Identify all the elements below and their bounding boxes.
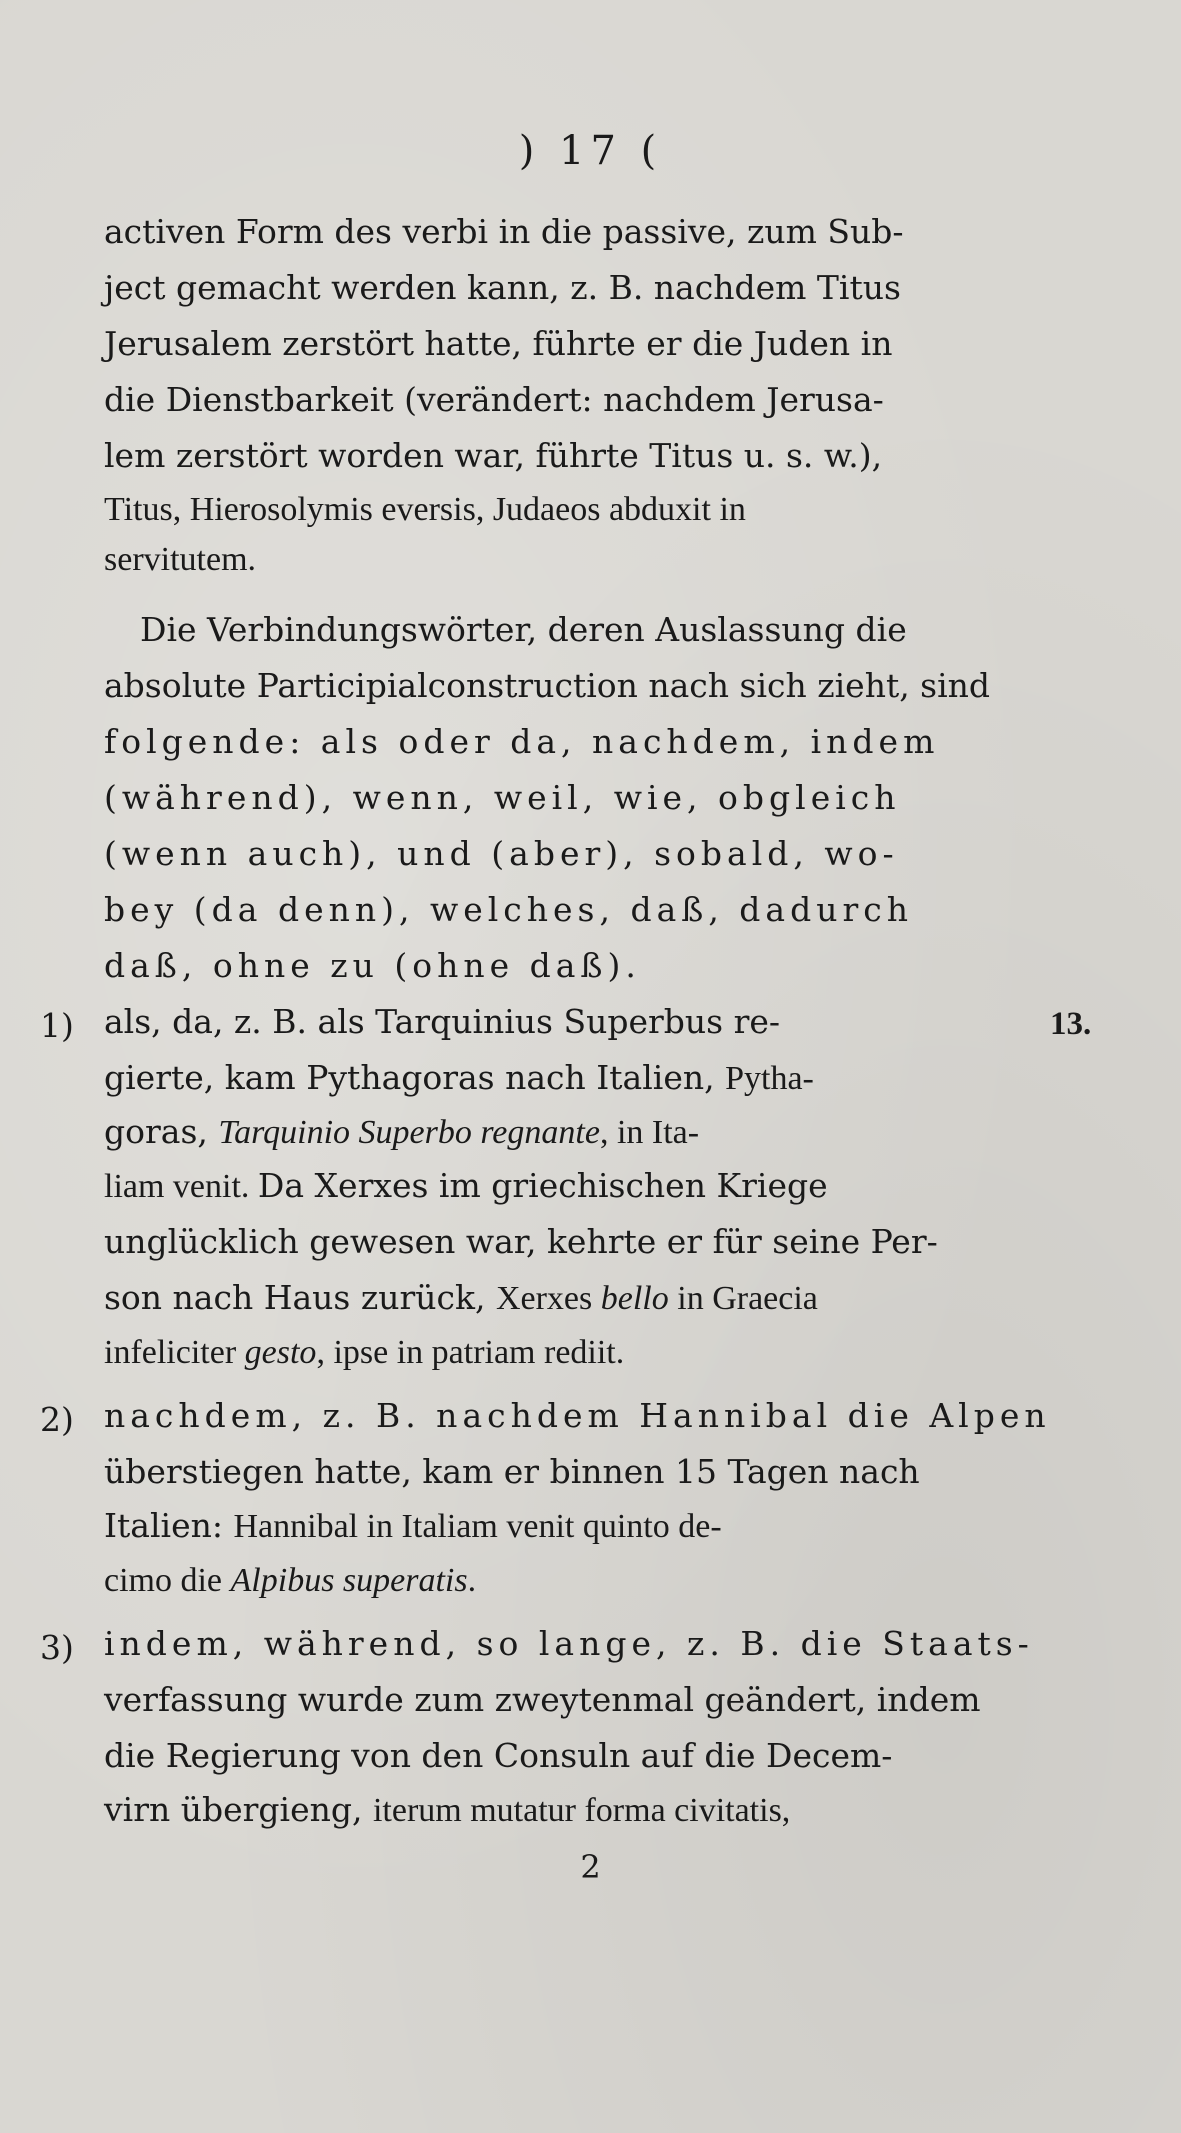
- latin-span: iterum mutatur forma civitatis,: [372, 1792, 791, 1829]
- text-line: Die Verbindungswörter, deren Auslassung die: [140, 610, 907, 649]
- text-line: die Regierung von den Consuln auf die Decem-: [104, 1736, 893, 1775]
- latin-line: Titus, Hierosolymis eversis, Judaeos abduxit in: [104, 491, 746, 528]
- text-line: unglücklich gewesen war, kehrte er für seine Per-: [104, 1222, 938, 1261]
- text-span: goras,: [104, 1112, 219, 1151]
- latin-span: infeliciter: [104, 1334, 245, 1371]
- text-line: Jerusalem zerstört hatte, führte er die Juden in: [104, 324, 893, 363]
- text-line: nachdem, z. B. nachdem Hannibal die Alpen: [104, 1396, 1051, 1435]
- signature-mark: 2: [580, 1848, 601, 1886]
- text-span: gierte, kam Pythagoras nach Italien,: [104, 1058, 726, 1097]
- text-line: folgende: als oder da, nachdem, indem: [104, 722, 940, 761]
- text-line: absolute Participialconstruction nach sich zieht, sind: [104, 666, 991, 705]
- latin-italic-span: gesto: [244, 1334, 317, 1371]
- text-line: überstiegen hatte, kam er binnen 15 Tagen nach: [104, 1452, 920, 1491]
- latin-span: Xerxes: [495, 1280, 601, 1317]
- text-line: daß, ohne zu (ohne daß).: [104, 946, 641, 985]
- latin-italic-span: Alpibus superatis: [230, 1562, 468, 1599]
- latin-span: , in Ita-: [599, 1114, 700, 1151]
- text-span: Italien:: [104, 1506, 234, 1545]
- latin-span: liam venit.: [104, 1168, 258, 1205]
- text-line: (während), wenn, weil, wie, obgleich: [104, 778, 901, 817]
- text-line: bey (da denn), welches, daß, dadurch: [104, 890, 913, 929]
- text-line: die Dienstbarkeit (verändert: nachdem Jerusa-: [104, 380, 884, 419]
- text-line: ject gemacht werden kann, z. B. nachdem Titus: [104, 268, 901, 307]
- text-line: indem, während, so lange, z. B. die Staats-: [104, 1624, 1034, 1663]
- latin-italic-span: Tarquinio Superbo regnante: [218, 1114, 600, 1151]
- text-line: lem zerstört worden war, führte Titus u. s. w.),: [104, 436, 883, 475]
- text-span: Da Xerxes im griechischen Kriege: [257, 1166, 828, 1205]
- text-line: activen Form des verbi in die passive, zum Sub-: [104, 212, 904, 251]
- item-number: 3): [40, 1628, 74, 1667]
- latin-span: cimo die: [104, 1562, 231, 1599]
- text-line: verfassung wurde zum zweytenmal geändert, indem: [104, 1680, 981, 1719]
- latin-span: in Graecia: [668, 1280, 818, 1317]
- item-number: 1): [40, 1006, 74, 1045]
- text-line: (wenn auch), und (aber), sobald, wo-: [104, 834, 899, 873]
- text-span: virn übergieng,: [104, 1790, 373, 1829]
- latin-span: , ipse in patriam rediit.: [316, 1334, 625, 1371]
- latin-italic-span: bello: [600, 1280, 669, 1317]
- text-line: als, da, z. B. als Tarquinius Superbus re-: [104, 1002, 781, 1041]
- latin-span: Hannibal in Italiam venit quinto de-: [233, 1508, 722, 1545]
- latin-line: servitutem.: [104, 541, 257, 578]
- latin-span: Pytha-: [725, 1060, 814, 1097]
- latin-span: .: [467, 1562, 477, 1599]
- item-number: 2): [40, 1400, 74, 1439]
- page-header: ) 17 (: [518, 128, 663, 174]
- margin-note: 13.: [1050, 1006, 1092, 1042]
- text-span: son nach Haus zurück,: [104, 1278, 496, 1317]
